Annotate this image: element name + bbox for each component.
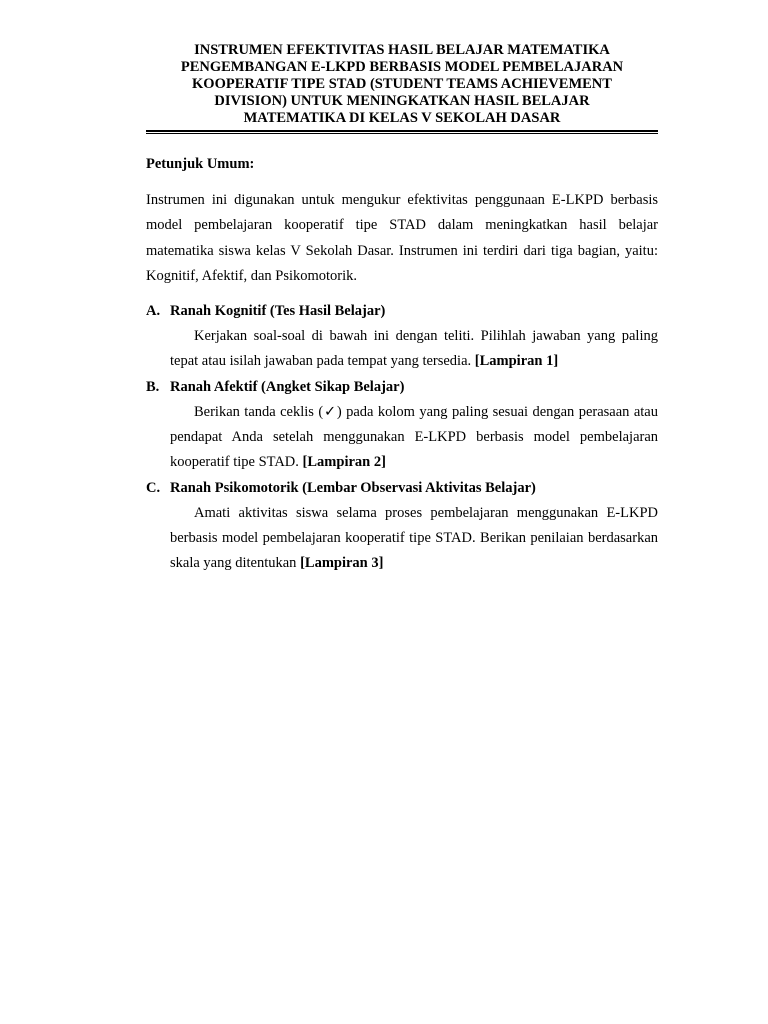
section-heading (146, 375, 658, 400)
section-text-line: Berikan tanda ceklis (✓) pada kolom yang paling sesuai dengan perasaan (194, 403, 630, 420)
general-instructions-heading: Petunjuk Umum: (146, 156, 255, 172)
title-line: PENGEMBANGAN E-LKPD BERBASIS MODEL PEMBELAJARAN (180, 59, 624, 75)
section-text-line: atau pendapat Anda setelah menggunakan E-LKPD berbasis model (170, 403, 658, 446)
section-text-line: berdasarkan skala yang ditentukan (170, 529, 659, 572)
section-title: Ranah Psikomotorik (Lembar Observasi Aktivitas Belajar) (170, 479, 536, 496)
section-title: Ranah Kognitif (Tes Hasil Belajar) (170, 303, 386, 320)
attachment-reference: [Lampiran 3] (300, 555, 384, 572)
section-text (170, 324, 658, 375)
document-title (146, 42, 658, 127)
title-line: DIVISION) UNTUK MENINGKATKAN HASIL BELAJAR (214, 93, 590, 109)
section-heading (146, 299, 658, 324)
section-text (170, 400, 658, 476)
intro-line: bagian, yaitu: Kognitif, Afektif, dan Psikomotorik. (146, 242, 658, 284)
section-affective (146, 375, 658, 476)
attachment-reference: [Lampiran 2] (302, 454, 386, 471)
attachment-reference: [Lampiran 1] (474, 353, 559, 370)
section-letter: B. (146, 378, 160, 395)
intro-line: belajar matematika siswa kelas V Sekolah Dasar. Instrumen ini terdiri dari tiga (146, 217, 659, 259)
section-letter: C. (146, 479, 161, 496)
title-line: INSTRUMEN EFEKTIVITAS HASIL BELAJAR MATEMATIKA (194, 42, 610, 58)
section-text-line: tepat atau isilah jawaban pada tempat yang tersedia. (170, 353, 472, 370)
section-text-line: Amati aktivitas siswa selama proses pembelajaran menggunakan E-LKPD (194, 504, 658, 521)
section-title: Ranah Afektif (Angket Sikap Belajar) (170, 378, 405, 395)
section-letter: A. (146, 303, 161, 320)
title-double-rule (146, 130, 658, 134)
intro-line: berbasis model pembelajaran kooperatif tipe STAD dalam meningkatkan hasil (146, 192, 659, 234)
section-heading (146, 476, 658, 501)
title-line: MATEMATIKA DI KELAS V SEKOLAH DASAR (243, 110, 561, 126)
section-psychomotor (146, 476, 658, 577)
section-text-line: pembelajaran kooperatif tipe STAD. (170, 429, 659, 471)
section-text (170, 501, 658, 577)
general-instructions-text (146, 188, 658, 289)
intro-line: Instrumen ini digunakan untuk mengukur efektivitas penggunaan E-LKPD (146, 192, 604, 208)
title-line: KOOPERATIF TIPE STAD (STUDENT TEAMS ACHIEVEMENT (192, 76, 612, 92)
section-text-line: berbasis model pembelajaran kooperatif tipe STAD. Berikan penilaian (170, 529, 584, 546)
section-text-line: Kerjakan soal-soal di bawah ini dengan teliti. Pilihlah jawaban yang paling (194, 328, 658, 345)
section-cognitive (146, 299, 658, 375)
document-page (146, 42, 658, 577)
